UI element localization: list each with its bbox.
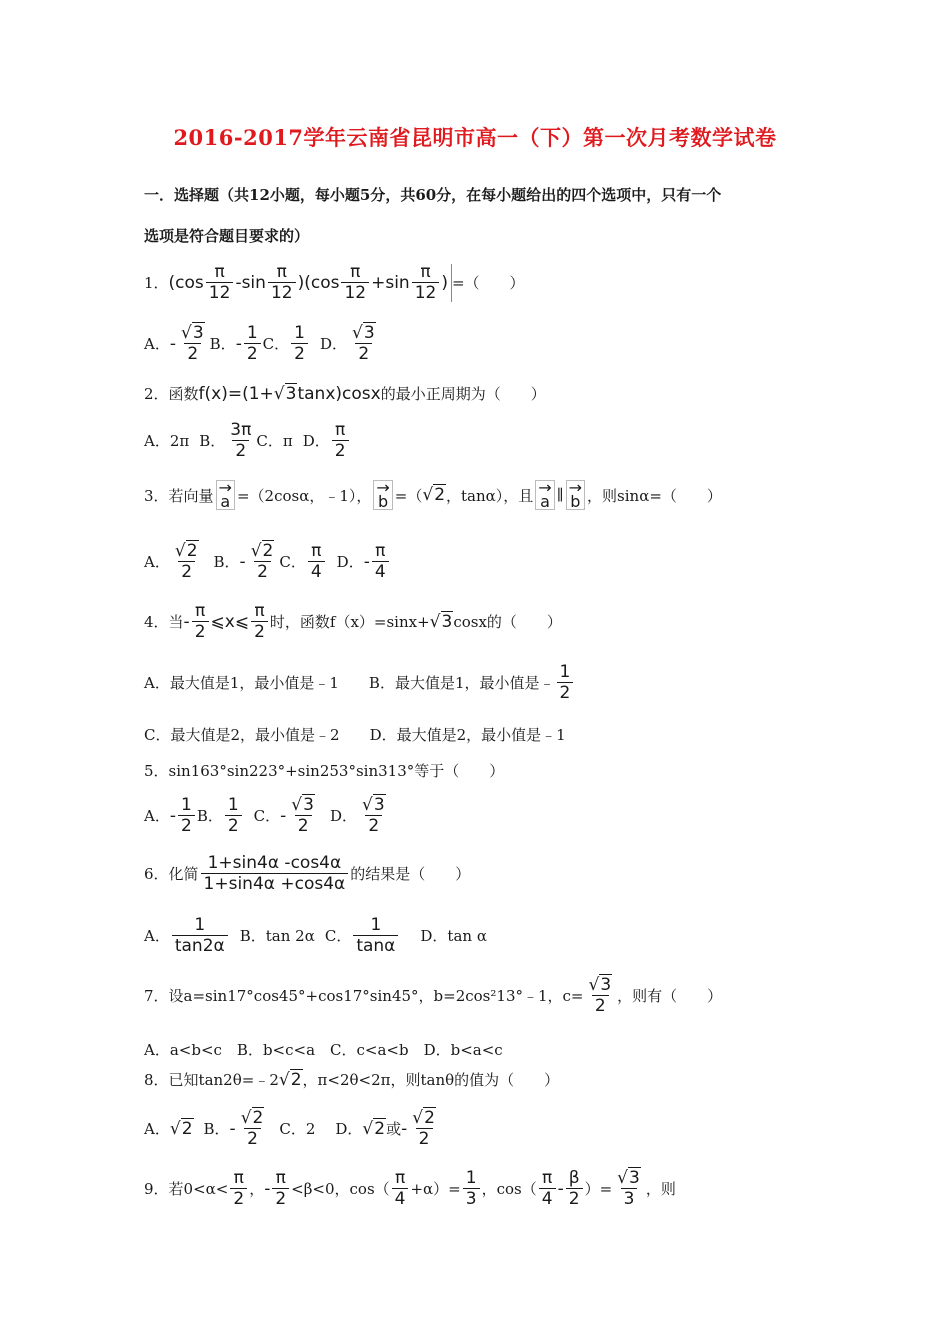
option-a: A．: [144, 1120, 170, 1138]
q2-options: A．2π B． $\frac{3\pi}{2}$ C．π D． $\frac{\pi}{2}$: [144, 420, 351, 461]
option-d: D．: [329, 807, 357, 825]
q3-options: A． $\frac{√2}{2}$ B． - $\frac{√2}{2}$ C． $\frac{\pi}{4}$ D． - $\frac{\pi}{4}$: [144, 541, 391, 582]
option-c: C．: [253, 807, 281, 825]
option-d: D．: [336, 553, 364, 571]
option-a: A．: [144, 335, 170, 353]
option-c: C．π: [256, 432, 293, 450]
option-b: B．: [209, 335, 236, 353]
question-7: 7．设a=sin17°cos45°+cos17°sin45°，b=2cos²13°﹣1，c= $\frac{√3}{2}$ ，则有（ ）: [144, 975, 723, 1016]
option-d: D．: [319, 335, 347, 353]
fraction: $\frac{\pi}{12}$: [206, 262, 234, 303]
option-b: B．tan 2α: [239, 927, 315, 945]
section-heading-cont: 选项是符合题目要求的）: [144, 227, 310, 245]
option-a: A．2π: [144, 432, 190, 450]
question-3: 3．若向量 → a =（2cosα，﹣1）， → b =（ √2 ，tanα），且 → a ∥ → b ，则sinα=（ ）: [144, 478, 722, 511]
question-4: 4．当 - $\frac{\pi}{2}$ ⩽x⩽ $\frac{\pi}{2}$ 时，函数f（x）=sinx+ √3 cosx的（ ）: [144, 601, 562, 642]
question-1: 1． (cos $\frac{\pi}{12}$ -sin $\frac{\pi}{12}$ )(cos $\frac{\pi}{12}$ +sin $\frac{\pi}{12}$ ) =（ ）: [144, 262, 525, 303]
option-b: B．: [196, 807, 223, 825]
option-a: A．: [144, 807, 170, 825]
option-c: C．: [262, 335, 290, 353]
q7-options: A．a<b<c B．b<c<a C．c<a<b D．b<a<c: [144, 1041, 503, 1059]
fraction: $\frac{\pi}{12}$: [268, 262, 296, 303]
q5-options: A． - $\frac{1}{2}$ B． $\frac{1}{2}$ C． - $\frac{√3}{2}$ D． $\frac{√3}{2}$: [144, 795, 385, 836]
q6-options: A． $\frac{1}{\tan 2\alpha}$ B．tan 2α C． $\frac{1}{\tan\alpha}$ D．tan α: [144, 915, 487, 956]
q1-options: A． - $\frac{√3}{2}$ B． - $\frac{1}{2}$ C． $\frac{1}{2}$ D． $\frac{√3}{2}$: [144, 323, 375, 364]
option-c: C．2: [279, 1120, 316, 1138]
fraction: $\frac{\pi}{12}$: [412, 262, 440, 303]
option-d: D．: [335, 1120, 363, 1138]
q1-text: (cos: [168, 272, 204, 293]
section-heading: 一．选择题（共12小题，每小题5分，共60分，在每小题给出的四个选项中，只有一个: [144, 186, 722, 204]
q8-options: A． √2 B． - $\frac{√2}{2}$ C．2 D． √2 或 - $\frac{√2}{2}$: [144, 1108, 435, 1149]
option-c: C．: [279, 553, 306, 571]
question-6: 6．化简 $\frac{1+\sin 4\alpha -\cos 4\alpha}{1+\sin 4\alpha +\cos 4\alpha}$ 的结果是（ ）: [144, 853, 471, 894]
page-title: 2016-2017学年云南省昆明市高一（下）第一次月考数学试卷: [173, 125, 777, 150]
option-c: C．: [324, 927, 352, 945]
option-b: B．: [213, 553, 240, 571]
fraction: $\frac{\pi}{12}$: [341, 262, 369, 303]
option-a: A．: [144, 553, 170, 571]
option-b: B．: [199, 432, 226, 450]
q4-options-cd: C．最大值是2，最小值是﹣2 D．最大值是2，最小值是﹣1: [144, 726, 566, 744]
question-2: 2．函数 f(x)=(1+ √3 tanx)cosx 的最小正周期为（ ）: [144, 383, 546, 404]
question-8: 8．已知tan2θ=﹣2 √2 ，π<2θ<2π，则tanθ的值为（ ）: [144, 1069, 560, 1090]
q1-number: 1．: [144, 274, 169, 292]
option-d: D．: [302, 432, 330, 450]
option-d: D．tan α: [420, 927, 487, 945]
option-a: A．: [144, 927, 170, 945]
question-5: 5．sin163°sin223°+sin253°sin313°等于（ ）: [144, 762, 505, 780]
question-9: 9．若0<α< $\frac{\pi}{2}$ ， - $\frac{\pi}{2}$ <β<0，cos（ $\frac{\pi}{4}$ +α）= $\frac{1}{3}$ ，cos（ $\frac{\pi}{4}$ - $\frac{\beta}{2}$ ）= $\frac{√3}{3}$ ，则: [144, 1168, 676, 1209]
q4-options-ab: A．最大值是1，最小值是﹣1 B．最大值是1，最小值是﹣ $\frac{1}{2}$: [144, 662, 575, 703]
option-b: B．: [203, 1120, 230, 1138]
answer-blank: =（ ）: [451, 274, 525, 292]
